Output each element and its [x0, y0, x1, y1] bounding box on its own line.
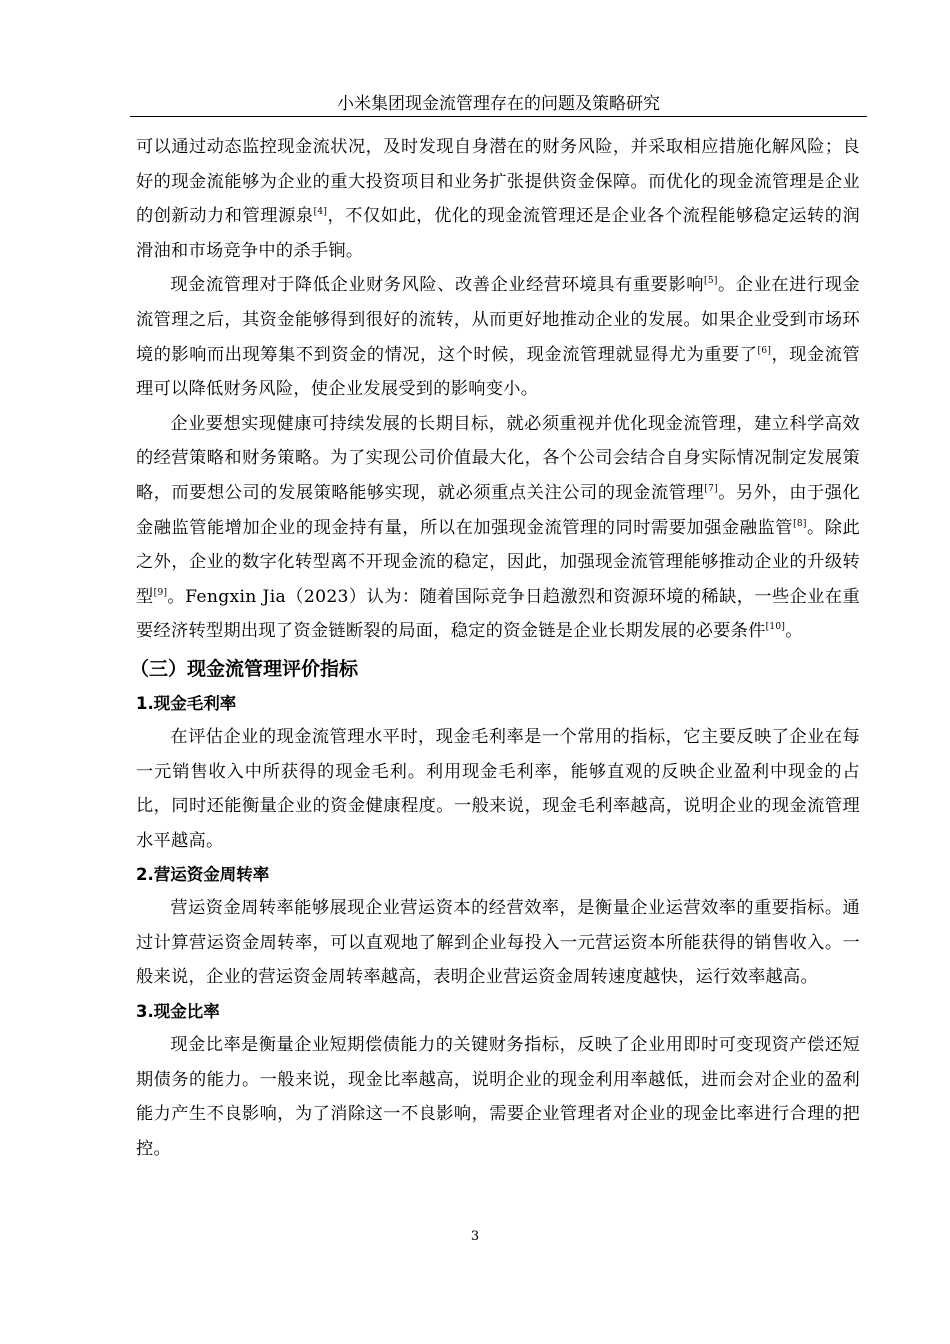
citation-10: [10] — [765, 622, 786, 633]
paragraph-3-text-a: 企业要想实现健康可持续发展的长期目标，就必须重视并优化现金流管理，建立科学高效的经营策略和财务策略。为了实现公司价值最大化，各个公司会结合自身实际情况制定发展策略，而要想公司的发展策略能够实现，就必须重点关注公司的现金流管理 — [136, 413, 860, 503]
paragraph-cash-ratio: 现金比率是衡量企业短期偿债能力的关键财务指标，反映了企业用即时可变现资产偿还短期债务的能力。一般来说，现金比率越高，说明企业的现金利用率越低，进而会对企业的盈利能力产生不良影响，为了消除这一不良影响，需要企业管理者对企业的现金比率进行合理的把控。 — [136, 1035, 860, 1159]
paragraph-1-text-a: 可以通过动态监控现金流状况，及时发现自身潜在的财务风险，并采取相应措施化解风险；良好的现金流能够为企业的重大投资项目和业务扩张提供资金保障。而优化的现金流管理是企业的创新动力和管理源泉 — [136, 137, 860, 227]
paragraph-3-text-d: 。Fengxin Jia（2023）认为：随着国际竞争日趋激烈和资源环境的稀缺，一些企业在重要经济转型期出现了资金链断裂的局面，稳定的资金链是企业长期发展的必要条件 — [136, 586, 860, 642]
citation-5: [5] — [704, 276, 718, 287]
citation-7: [7] — [704, 483, 718, 494]
paragraph-working-capital-turnover: 营运资金周转率能够展现企业营运资本的经营效率，是衡量企业运营效率的重要指标。通过计算营运资金周转率，可以直观地了解到企业每投入一元营运资本所能获得的销售收入。一般来说，企业的营运资金周转率越高，表明企业营运资金周转速度越快，运行效率越高。 — [136, 898, 860, 988]
document-body — [130, 130, 860, 1166]
paragraph-2 — [136, 268, 860, 406]
citation-8: [8] — [793, 518, 807, 529]
paragraph-2-text-a: 现金流管理对于降低企业财务风险、改善企业经营环境具有重要影响 — [170, 275, 705, 296]
paragraph-3 — [136, 407, 860, 649]
subheading-cash-gross-margin: 1.现金毛利率 — [136, 693, 237, 713]
page-number: 3 — [470, 1229, 480, 1244]
section-heading: （三）现金流管理评价指标 — [130, 657, 359, 680]
citation-6: [6] — [757, 345, 772, 356]
paragraph-cash-gross-margin: 在评估企业的现金流管理水平时，现金毛利率是一个常用的指标，它主要反映了企业在每一元销售收入中所获得的现金毛利。利用现金毛利率，能够直观的反映企业盈利中现金的占比，同时还能衡量企业的资金健康程度。一般来说，现金毛利率越高，说明企业的现金流管理水平越高。 — [136, 726, 860, 851]
header-rule — [130, 116, 867, 117]
citation-9: [9] — [153, 587, 168, 598]
paragraph-3-text-e: 。 — [785, 621, 803, 642]
paragraph-3-text-b: 。另外，由于强化金融监管能增加企业的现金持有量，所以在加强现金流管理的同时需要加强金融监管 — [136, 482, 860, 538]
paragraph-2-text-c: ，现金流管理可以降低财务风险，使企业发展受到的影响变小。 — [136, 344, 860, 400]
paragraph-1 — [136, 130, 860, 268]
citation-4: [4] — [313, 207, 328, 218]
paragraph-1-text-b: ，不仅如此，优化的现金流管理还是企业各个流程能够稳定运转的润滑油和市场竞争中的杀手锏。 — [136, 206, 860, 261]
paragraph-2-text-b: 。企业在进行现金流管理之后，其资金能够得到很好的流转，从而更好地推动企业的发展。如果企业受到市场环境的影响而出现筹集不到资金的情况，这个时候，现金流管理就显得尤为重要了 — [136, 275, 860, 365]
running-header: 小米集团现金流管理存在的问题及策略研究 — [337, 94, 660, 114]
subheading-working-capital-turnover: 2.营运资金周转率 — [136, 865, 270, 885]
subheading-cash-ratio: 3.现金比率 — [136, 1002, 220, 1022]
paragraph-3-text-c: 。除此之外，企业的数字化转型离不开现金流的稳定，因此，加强现金流管理能够推动企业的升级转型 — [136, 517, 860, 607]
